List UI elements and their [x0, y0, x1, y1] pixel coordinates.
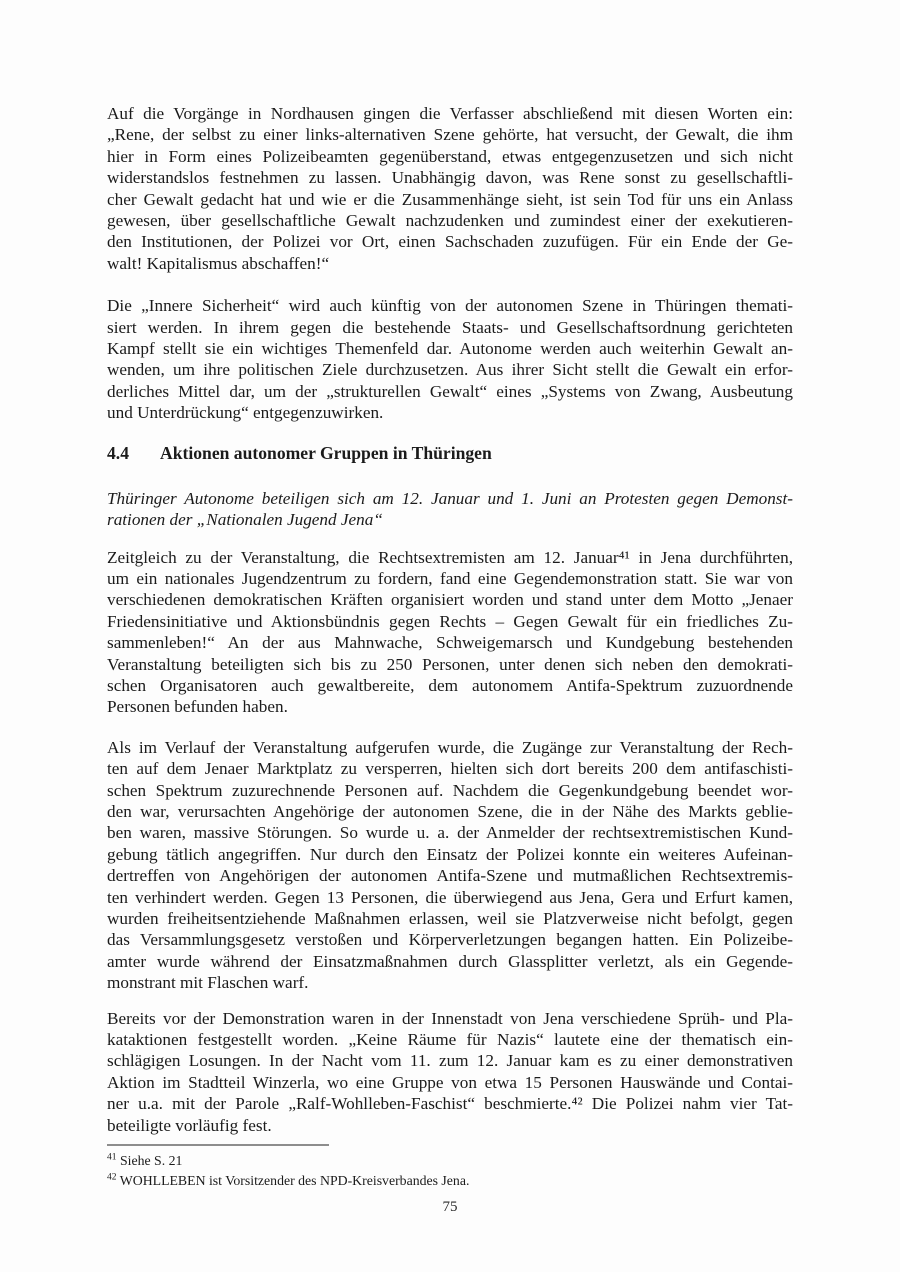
text-line: schlägigen Losungen. In der Nacht vom 11. zum 12. Januar kam es zu einer demonstrativen [107, 1051, 793, 1071]
footnote-marker: 41 [107, 1152, 117, 1163]
paragraph-innere-sicherheit [107, 295, 793, 423]
text-line: rationen der „Nationalen Jugend Jena“ [107, 510, 383, 530]
text-line: hier in Form eines Polizeibeamten gegenüberstand, etwas entgegenzusetzen und sich nicht [107, 146, 793, 166]
text-line: Auf die Vorgänge in Nordhausen gingen die Verfasser abschließend mit diesen Worten ein: [107, 104, 793, 123]
subtitle-italic [107, 488, 793, 531]
paragraph-quote-nordhausen [107, 103, 793, 274]
paragraph-spruehaktionen [107, 1008, 793, 1136]
text-line: amter wurde während der Einsatzmaßnahmen durch Glassplitter verletzt, als ein Gegende- [107, 951, 793, 971]
section-number: 4.4 [107, 442, 129, 463]
text-line: das Versammlungsgesetz verstoßen und Körperverletzungen begangen hatten. Ein Polizeibe- [107, 930, 793, 950]
section-heading [107, 443, 793, 464]
text-line: „Rene, der selbst zu einer links-alternativen Szene gehörte, hat versucht, der Gewalt, die ihm [107, 125, 793, 145]
text-line: beteiligte vorläufig fest. [107, 1115, 272, 1135]
text-line: Die „Innere Sicherheit“ wird auch künftig von der autonomen Szene in Thüringen themati- [107, 296, 793, 316]
text-line: schen Organisatoren auch gewaltbereite, dem autonomem Antifa-Spektrum zuzuordnende [107, 675, 793, 695]
text-line: ben waren, massive Störungen. So wurde u. a. der Anmelder der rechtsextremistischen Kund- [107, 823, 793, 843]
text-line: cher Gewalt gedacht hat und wie er die Zusammenhänge sieht, ist sein Tod für uns ein Anlass [107, 189, 793, 209]
text-line: Friedensinitiative und Aktionsbündnis gegen Rechts – Gegen Gewalt für ein friedliches Zu- [107, 611, 793, 631]
text-line: den Institutionen, der Polizei vor Ort, einen Sachschaden zuzufügen. Für ein Ende der Ge- [107, 232, 793, 252]
text-line: dertreffen von Angehörigen der autonomen Antifa-Szene und mutmaßlichen Rechtsextremis- [107, 866, 793, 886]
text-line: monstrant mit Flaschen warf. [107, 973, 309, 993]
text-line: schen Spektrum zuzurechnende Personen auf. Nachdem die Gegenkundgebung beendet wor- [107, 780, 793, 800]
text-line: gewesen, über gesellschaftliche Gewalt nachzudenken und zumindest einer der exekutieren- [107, 211, 793, 231]
footnote-text: Siehe S. 21 [119, 1153, 183, 1169]
text-line: Als im Verlauf der Veranstaltung aufgerufen wurde, die Zugänge zur Veranstaltung der Rech- [107, 737, 793, 757]
text-line: Kampf stellt sie ein wichtiges Themenfeld dar. Autonome werden auch weiterhin Gewalt an- [107, 339, 793, 359]
text-line: den war, verursachten Angehörige der autonomen Szene, die in der Nähe des Markts geblie- [107, 801, 793, 821]
footnote-divider [107, 1144, 329, 1146]
text-line: derliches Mittel dar, um der „strukturellen Gewalt“ eines „Systems von Zwang, Ausbeutung [107, 381, 793, 401]
text-line: siert werden. In ihrem gegen die bestehende Staats- und Gesellschaftsordnung gerichteten [107, 317, 793, 337]
text-line: Aktion im Stadtteil Winzerla, wo eine Gruppe von etwa 15 Personen Hauswände und Contai- [107, 1072, 793, 1092]
text-line: Bereits vor der Demonstration waren in der Innenstadt von Jena verschiedene Sprüh- und Pla- [107, 1008, 793, 1028]
paragraph-marktplatz [107, 737, 793, 994]
text-line: sammenleben!“ An der aus Mahnwache, Schweigemarsch und Kundgebung bestehenden [107, 633, 793, 653]
text-line: verschiedenen demokratischen Kräften organisiert worden und stand unter dem Motto „Jenaer [107, 590, 793, 610]
section-title: Aktionen autonomer Gruppen in Thüringen [160, 442, 492, 463]
text-column [107, 0, 793, 1191]
text-line: Thüringer Autonome beteiligen sich am 12. Januar und 1. Juni an Protesten gegen Demonst- [107, 488, 793, 508]
text-line: ten verhindert werden. Gegen 13 Personen, die überwiegend aus Jena, Gera und Erfurt kamen, [107, 887, 793, 907]
footnote-text: WOHLLEBEN ist Vorsitzender des NPD-Kreisverbandes Jena. [119, 1173, 470, 1189]
text-line: kataktionen festgestellt worden. „Keine Räume für Nazis“ lautete eine der thematisch ein- [107, 1030, 793, 1050]
text-line: widerstandslos festnehmen zu lassen. Unabhängig davon, was Rene sonst zu gesellschaftli- [107, 168, 793, 188]
text-line: um ein nationales Jugendzentrum zu fordern, fand eine Gegendemonstration statt. Sie war von [107, 568, 793, 588]
footnote-41 [107, 1151, 793, 1171]
text-line: wurden freiheitsentziehende Maßnahmen erlassen, weil sie Platzverweise nicht befolgt, gegen [107, 909, 793, 928]
footnote-marker: 42 [107, 1172, 117, 1183]
text-line: und Unterdrückung“ entgegenzuwirken. [107, 403, 384, 423]
text-line: Veranstaltung beteiligten sich bis zu 250 Personen, unter denen sich neben den demokrati- [107, 654, 793, 674]
text-line: walt! Kapitalismus abschaffen!“ [107, 253, 330, 273]
page-number: 75 [442, 1199, 458, 1215]
text-line: wenden, um ihre politischen Ziele durchzusetzen. Aus ihrer Sicht stellt die Gewalt ein erfor- [107, 360, 793, 380]
text-line: ten auf dem Jenaer Marktplatz zu versperren, hielten sich dort bereits 200 dem antifaschisti- [107, 759, 793, 779]
text-line: ner u.a. mit der Parole „Ralf-Wohlleben-Faschist“ beschmierte.⁴² Die Polizei nahm vier Tat- [107, 1094, 793, 1114]
footnote-42 [107, 1171, 793, 1191]
text-line: Zeitgleich zu der Veranstaltung, die Rechtsextremisten am 12. Januar⁴¹ in Jena durchführten, [107, 547, 793, 567]
text-line: Personen befunden haben. [107, 697, 288, 717]
text-line: gebung tätlich angegriffen. Nur durch den Einsatz der Polizei konnte ein weiteres Aufeinan- [107, 844, 793, 864]
paragraph-gegendemonstration [107, 547, 793, 718]
footnotes [107, 1151, 793, 1191]
